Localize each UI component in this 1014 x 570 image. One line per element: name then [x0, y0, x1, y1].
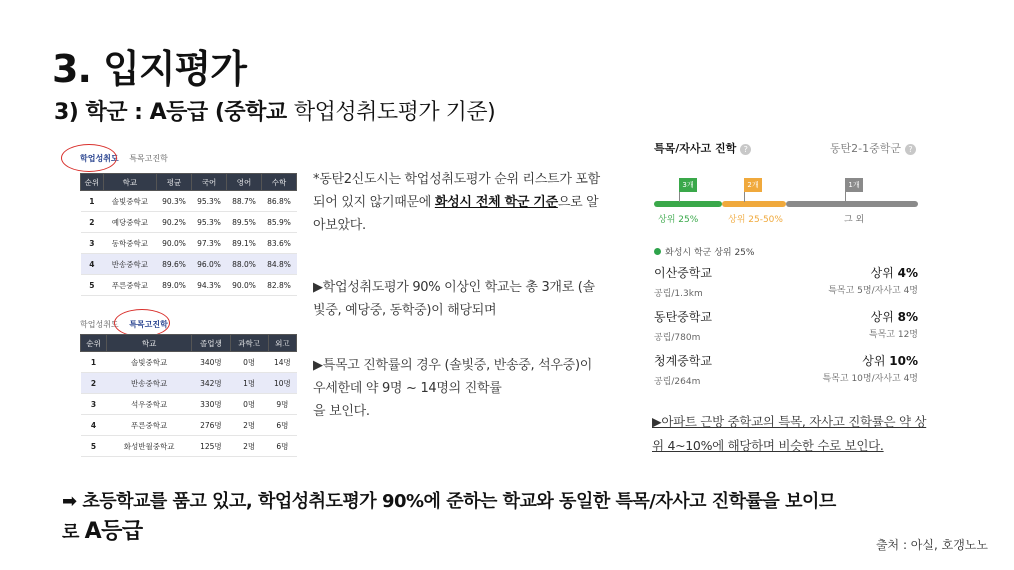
table-cell: 276명: [192, 415, 230, 436]
table-cell: 95.3%: [191, 191, 226, 212]
table-cell: 2: [81, 373, 107, 394]
table-cell: 5: [81, 275, 104, 296]
table-row: [81, 254, 297, 275]
source-caption: 출처 : 아실, 호갱노노: [875, 538, 988, 552]
column-header: 수학: [261, 174, 296, 191]
school-distance: 공립/1.3km: [654, 289, 703, 299]
table-cell: 3: [81, 394, 107, 415]
help-icon[interactable]: ?: [740, 144, 751, 155]
note-line: ▶학업성취도평가 90% 이상인 학교는 총 3개로 (솔: [313, 280, 595, 295]
table-cell: 6명: [268, 415, 296, 436]
note-text: 되어 있지 않기때문에: [313, 195, 435, 210]
table-cell: 솔빛중학교: [107, 352, 192, 373]
tab-special-high[interactable]: 특목고진학: [129, 154, 168, 163]
school-admissions: 특목고 5명/자사고 4명: [828, 286, 918, 296]
note-line: 위 4~10%에 해당하며 비슷한 수로 보인다.: [652, 438, 884, 453]
note-line: *동탄2신도시는 학업성취도평가 순위 리스트가 포함: [313, 172, 600, 187]
table-cell: 1: [81, 191, 104, 212]
highlight-circle: [61, 144, 117, 172]
table-cell: 2: [81, 212, 104, 233]
flag-icon: 3개: [679, 178, 697, 192]
table-cell: 0명: [230, 352, 268, 373]
table-row: [81, 212, 297, 233]
table-row: [81, 191, 297, 212]
table-cell: 석우중학교: [107, 394, 192, 415]
note-line: [313, 191, 613, 214]
column-header: 학교: [103, 174, 156, 191]
table-cell: 9명: [268, 394, 296, 415]
table-cell: 330명: [192, 394, 230, 415]
subtitle-light: 학업성취도평가 기준): [293, 100, 496, 125]
table-cell: 82.8%: [261, 275, 296, 296]
table-cell: 89.5%: [226, 212, 261, 233]
bar-label: 상위 25%: [658, 215, 699, 225]
conclusion-line: [62, 517, 1002, 548]
school-name: 이산중학교: [654, 266, 712, 280]
rank-prefix: 상위: [870, 266, 898, 280]
tab-special-high[interactable]: 특목고진학: [129, 320, 168, 329]
note-emphasis: 화성시 전체 학군 기준: [434, 195, 558, 210]
slide-title: 3. 입지평가: [52, 47, 246, 91]
table-cell: 88.0%: [226, 254, 261, 275]
table-cell: 예당중학교: [103, 212, 156, 233]
note-paragraph-2: [313, 276, 613, 322]
table-cell: 83.6%: [261, 233, 296, 254]
table-cell: 솔빛중학교: [103, 191, 156, 212]
slide-subtitle: [54, 95, 495, 126]
school-rank: [871, 264, 918, 281]
table-cell: 90.0%: [156, 233, 191, 254]
note-line: 아보았다.: [313, 218, 366, 233]
school-item[interactable]: [654, 308, 918, 343]
table-cell: 푸른중학교: [103, 275, 156, 296]
table-cell: 1명: [230, 373, 268, 394]
table-cell: 푸른중학교: [107, 415, 192, 436]
table-cell: 1: [81, 352, 107, 373]
table-cell: 88.7%: [226, 191, 261, 212]
table-cell: 340명: [192, 352, 230, 373]
note-text: 으로 알: [557, 195, 599, 210]
table-cell: 4: [81, 254, 104, 275]
rank-value: 4%: [897, 266, 918, 280]
table-row: [81, 394, 297, 415]
table-cell: 동학중학교: [103, 233, 156, 254]
school-rank: [871, 308, 918, 325]
column-header: 순위: [81, 335, 107, 352]
rank-value: 10%: [889, 354, 918, 368]
table-cell: 90.0%: [226, 275, 261, 296]
school-distance: 공립/780m: [654, 333, 701, 343]
grade-label: A등급: [84, 519, 143, 544]
table-row: [81, 233, 297, 254]
table-cell: 3: [81, 233, 104, 254]
table-cell: 84.8%: [261, 254, 296, 275]
note-line: 을 보인다.: [313, 404, 370, 419]
rank-value: 8%: [897, 310, 918, 324]
table-cell: 14명: [268, 352, 296, 373]
tab-achievement[interactable]: 학업성취도: [80, 320, 119, 329]
table-cell: 86.8%: [261, 191, 296, 212]
conclusion-text: 로: [62, 522, 85, 543]
table-cell: 화성반월중학교: [107, 436, 192, 457]
note-line: 우세한데 약 9명 ~ 14명의 진학률: [313, 381, 502, 396]
school-admissions: 특목고 10명/자사고 4명: [822, 374, 918, 384]
rank-prefix: 상위: [862, 354, 890, 368]
school-name: 동탄중학교: [654, 310, 712, 324]
table-cell: 6명: [268, 436, 296, 457]
bar-label: 상위 25-50%: [728, 215, 783, 225]
achievement-table: [80, 173, 297, 296]
school-item[interactable]: [654, 352, 918, 387]
special-high-table: [80, 334, 297, 457]
column-header: 평균: [156, 174, 191, 191]
district-label: [830, 140, 916, 156]
panel-note: [652, 410, 957, 458]
table-cell: 4: [81, 415, 107, 436]
flag-icon: 2개: [744, 178, 762, 192]
table-cell: 90.2%: [156, 212, 191, 233]
panel-title: 특목/자사고 진학: [654, 142, 737, 155]
panel-header: [654, 140, 916, 156]
table-cell: 85.9%: [261, 212, 296, 233]
district-text: 동탄2-1중학군: [829, 142, 901, 155]
table-cell: 10명: [268, 373, 296, 394]
column-header: 외고: [268, 335, 296, 352]
column-header: 순위: [81, 174, 104, 191]
table-cell: 89.1%: [226, 233, 261, 254]
green-dot-icon: [654, 248, 661, 255]
table-cell: 2명: [230, 436, 268, 457]
table-cell: 95.3%: [191, 212, 226, 233]
legend-text: 화성시 학군 상위 25%: [665, 248, 755, 258]
school-item[interactable]: [654, 264, 918, 299]
table-cell: 0명: [230, 394, 268, 415]
highlight-circle: [114, 309, 170, 337]
note-line: 빛중, 예당중, 동학중)이 해당되며: [313, 303, 497, 318]
table-row: [81, 373, 297, 394]
column-header: 학교: [107, 335, 192, 352]
legend: [654, 245, 754, 258]
table-cell: 94.3%: [191, 275, 226, 296]
column-header: 국어: [191, 174, 226, 191]
column-header: 졸업생: [192, 335, 230, 352]
note-paragraph-3: [313, 354, 613, 423]
subtitle-bold: 3) 학군 : A등급 (중학교: [54, 100, 287, 125]
table-cell: 96.0%: [191, 254, 226, 275]
table-cell: 반송중학교: [103, 254, 156, 275]
table-cell: 5: [81, 436, 107, 457]
table-row: [81, 275, 297, 296]
school-distance: 공립/264m: [654, 377, 701, 387]
table-cell: 342명: [192, 373, 230, 394]
bar-top25: [654, 201, 722, 207]
table-cell: 90.3%: [156, 191, 191, 212]
table-cell: 반송중학교: [107, 373, 192, 394]
bar-label: 그 외: [844, 215, 865, 225]
bar-top50: [722, 201, 786, 207]
conclusion: [62, 487, 1002, 548]
table-row: [81, 352, 297, 373]
note-line: ▶아파트 근방 중학교의 특목, 자사고 진학률은 약 상: [652, 414, 927, 429]
school-name: 청계중학교: [654, 354, 712, 368]
table-cell: 89.6%: [156, 254, 191, 275]
bar-rest: [786, 201, 918, 207]
table-row: [81, 415, 297, 436]
table-cell: 97.3%: [191, 233, 226, 254]
table-cell: 2명: [230, 415, 268, 436]
rank-prefix: 상위: [870, 310, 898, 324]
help-icon[interactable]: ?: [905, 144, 916, 155]
note-paragraph-1: [313, 168, 613, 237]
school-admissions: 특목고 12명: [868, 330, 918, 340]
table-cell: 89.0%: [156, 275, 191, 296]
tab-achievement[interactable]: 학업성취도: [80, 154, 119, 163]
conclusion-line: ➡ 초등학교를 품고 있고, 학업성취도평가 90%에 준하는 학교와 동일한 특목/자사고 진학률을 보이므: [62, 491, 836, 512]
note-line: ▶특목고 진학률의 경우 (솔빛중, 반송중, 석우중)이: [313, 358, 592, 373]
table-cell: 125명: [192, 436, 230, 457]
school-rank: [862, 352, 918, 369]
column-header: 과학고: [230, 335, 268, 352]
column-header: 영어: [226, 174, 261, 191]
flag-icon: 1개: [845, 178, 863, 192]
table-row: [81, 436, 297, 457]
